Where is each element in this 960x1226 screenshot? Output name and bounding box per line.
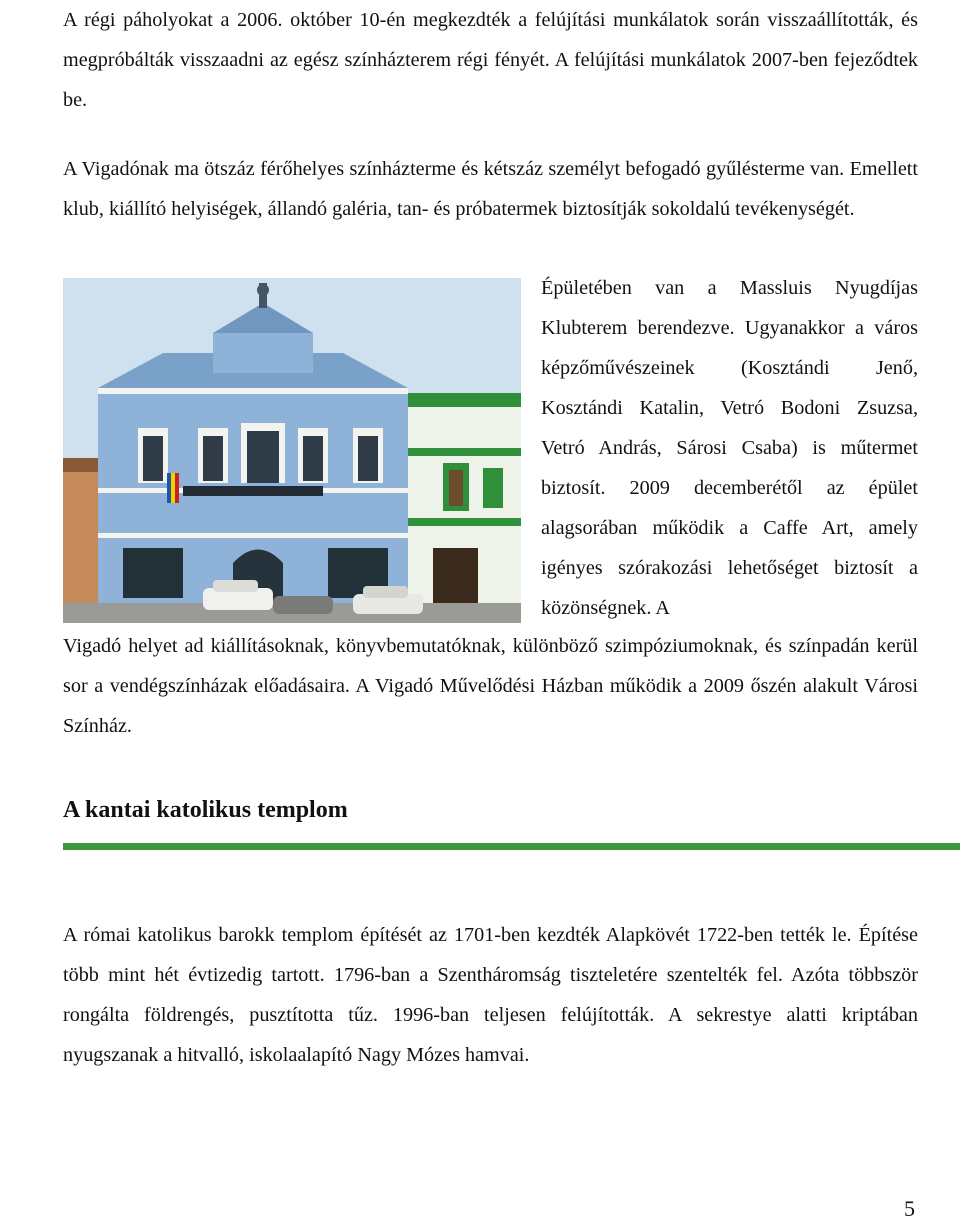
paragraph-massluis-club: Épületében van a Massluis Nyugdíjas Klubterem berendezve. Ugyanakkor a város képzőművészeinek (Kosztándi Jenő, Kosztándi Katalin, Vetró Bodoni Zsuzsa, Vetró András, Sárosi Csaba) is műtermet biztosít. 2009 decemberétől az épület alagsorában működik a Caffe Art, amely igényes szórakozási lehetőséget biztosít a közönségnek. A — [541, 277, 918, 619]
paragraph-vigado-events: Vigadó helyet ad kiállításoknak, könyvbemutatóknak, különböző szimpóziumoknak, és színpadán kerül sor a vendégszínházak előadásaira. A Vigadó Művelődési Házban működik a 2009 őszén alakult Városi Színház. — [63, 635, 918, 737]
section-divider — [63, 843, 960, 850]
vigado-building-photo — [63, 278, 521, 623]
page-number: 5 — [904, 1196, 915, 1221]
paragraph-vigado-capacity: A Vigadónak ma ötszáz férőhelyes színházterme és kétszáz személyt befogadó gyűlésterme van. Emellett klub, kiállító helyiségek, állandó galéria, tan- és próbatermek biztosítják sokoldalú tevékenységét. — [63, 158, 918, 220]
paragraph-old-boxes: A régi páholyokat a 2006. október 10-én megkezdték a felújítási munkálatok során visszaállították, és megpróbálták visszaadni az egész színházterem régi fényét. A felújítási munkálatok 2007-ben fejeződtek be. — [63, 9, 918, 111]
paragraph-catholic-church: A római katolikus barokk templom építését az 1701-ben kezdték Alapkövét 1722-ben tették le. Építése több mint hét évtizedig tartott. 1796-ban a Szentháromság tiszteletére szentelték fel. Azóta többször rongálta földrengés, pusztította tűz. 1996-ban teljesen felújították. A sekrestye alatti kriptában nyugszanak a hitvalló, iskolaalapító Nagy Mózes hamvai. — [63, 924, 918, 1066]
section-heading: A kantai katolikus templom — [63, 797, 348, 823]
